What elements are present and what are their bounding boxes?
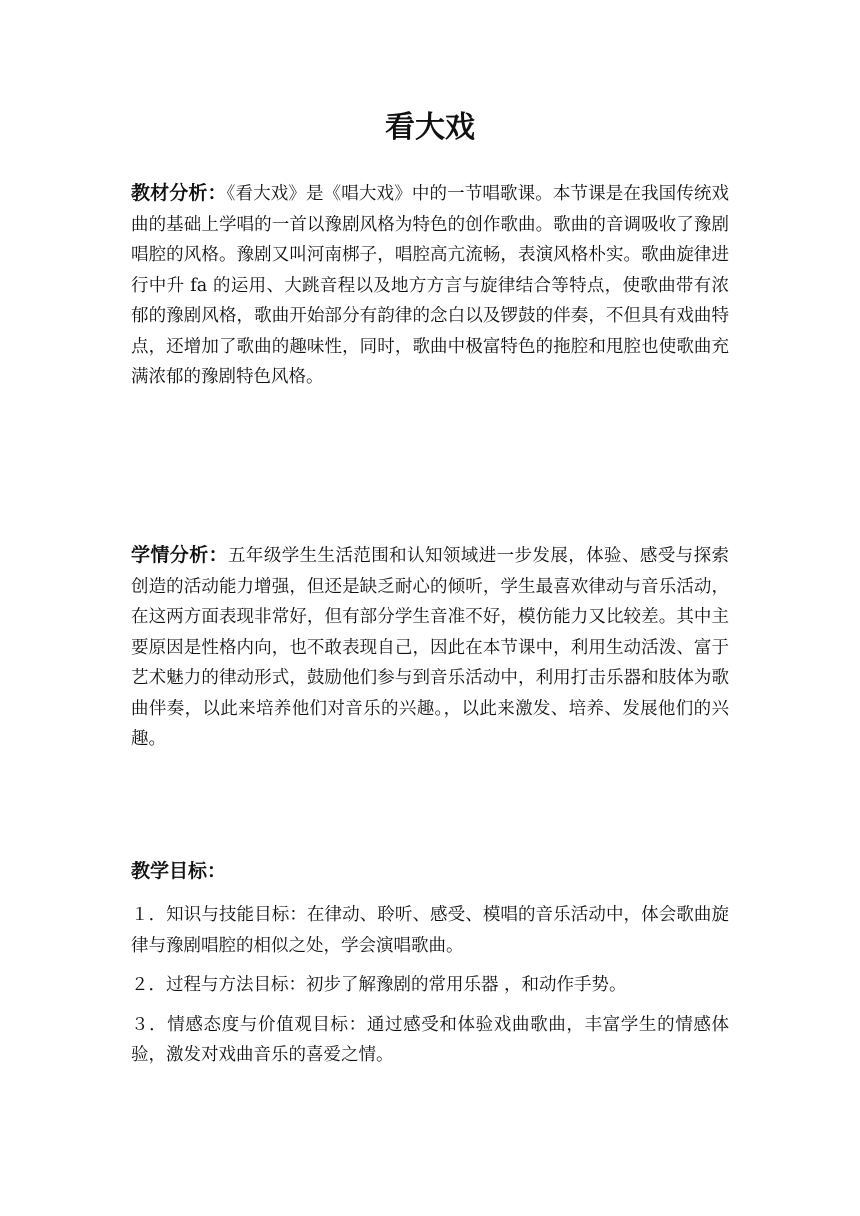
objective-item-1: １．知识与技能目标：在律动、聆听、感受、模唱的音乐活动中，体会歌曲旋律与豫剧唱腔的相似之处，学会演唱歌曲。 [131, 905, 729, 956]
objective-item-3: ３．情感态度与价值观目标：通过感受和体验戏曲歌曲，丰富学生的情感体验，激发对戏曲音乐的喜爱之情。 [131, 1014, 729, 1065]
material-analysis-text: 《看大戏》是《唱大戏》中的一节唱歌课。本节课是在我国传统戏曲的基础上学唱的一首以豫剧风格为特色的创作歌曲。歌曲的音调吸收了豫剧唱腔的风格。豫剧又叫河南梆子，唱腔高亢流畅，表演风格朴实。歌曲旋律进行中升 fa 的运用、大跳音程以及地方方言与旋律结合等特点，使歌曲带有浓郁的豫剧风格，歌曲开始部分有韵律的念白以及锣鼓的伴奏，不但具有戏曲特点，还增加了歌曲的趣味性，同时，歌曲中极富特色的拖腔和甩腔也使歌曲充满浓郁的豫剧特色风格。 [131, 184, 729, 387]
material-analysis-heading: 教材分析： [131, 182, 227, 204]
student-analysis-text: 五年级学生生活范围和认知领域进一步发展，体验、感受与探索创造的活动能力增强，但还是缺乏耐心的倾听，学生最喜欢律动与音乐活动，在这两方面表现非常好，但有部分学生音准不好，模仿能力又比较差。其中主要原因是性格内向，也不敢表现自己，因此在本节课中，利用生动活泼、富于艺术魅力的律动形式，鼓励他们参与到音乐活动中，利用打击乐器和肢体为歌曲伴奏，以此来培养他们对音乐的兴趣。，以此来激发、培养、发展他们的兴趣。 [131, 546, 729, 749]
objective-item-2: ２．过程与方法目标：初步了解豫剧的常用乐器 ，和动作手势。 [131, 975, 627, 995]
document-title: 看大戏 [385, 110, 475, 145]
student-analysis-paragraph [131, 540, 729, 755]
material-analysis-paragraph [131, 178, 729, 393]
objectives-list [131, 900, 729, 1080]
student-analysis-heading: 学情分析： [131, 544, 229, 566]
objectives-heading: 教学目标： [131, 860, 227, 882]
